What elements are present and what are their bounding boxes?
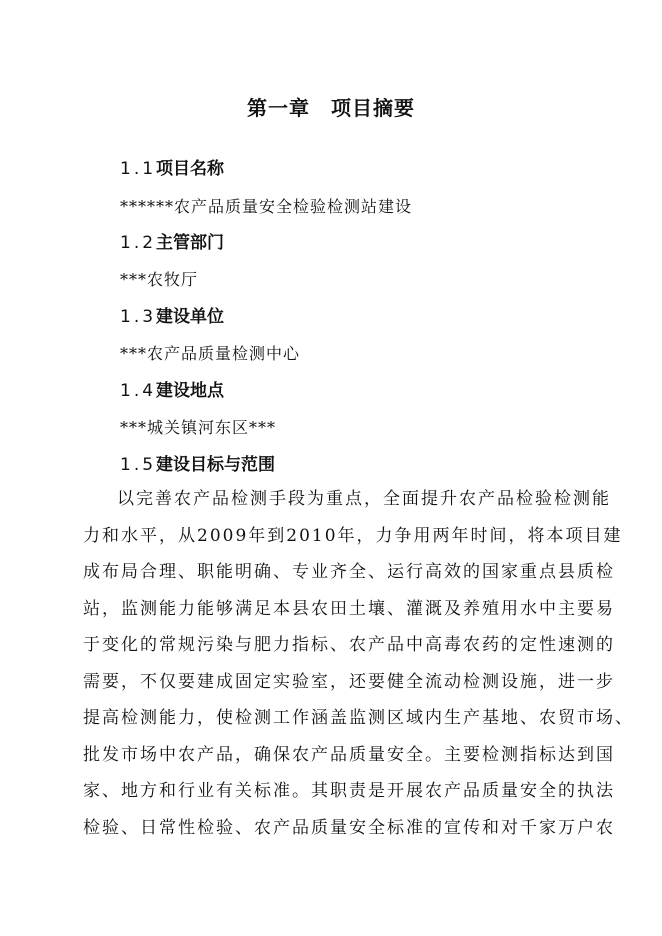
section-title: 建设目标与范围 — [156, 455, 276, 475]
section-title: 主管部门 — [156, 233, 225, 253]
paragraph-line: 力和水平，从2009年到2010年，力争用两年时间，将本项目建 — [83, 525, 623, 546]
paragraph-line: 于变化的常规污染与肥力指标、农产品中高毒农药的定性速测的 — [83, 635, 615, 655]
section-title: 项目名称 — [156, 159, 225, 179]
section-number: 1.1 — [120, 159, 157, 179]
body-paragraph — [83, 481, 634, 846]
section-heading-1-4 — [120, 379, 224, 403]
paragraph-line: 检验、日常性检验、农产品质量安全标准的宣传和对千家万户农 — [83, 817, 615, 838]
section-content-1-2: ***农牧厅 — [120, 270, 199, 289]
paragraph-line: 提高检测能力，使检测工作涵盖监测区域内生产基地、农贸市场、 — [83, 708, 634, 728]
section-title: 建设单位 — [156, 307, 225, 327]
chapter-title: 第一章 项目摘要 — [247, 96, 415, 120]
section-title: 建设地点 — [156, 381, 225, 401]
section-number: 1.2 — [120, 233, 157, 253]
section-content-1-3: ***农产品质量检测中心 — [120, 344, 301, 363]
section-heading-1-1 — [120, 157, 224, 181]
section-content-1-1: ******农产品质量安全检验检测站建设 — [120, 197, 413, 216]
paragraph-line: 成布局合理、职能明确、专业齐全、运行高效的国家重点县质检 — [83, 562, 615, 582]
section-heading-1-2 — [120, 231, 224, 255]
paragraph-line: 以完善农产品检测手段为重点，全面提升农产品检验检测能 — [117, 489, 611, 509]
section-number: 1.4 — [120, 381, 157, 401]
section-number: 1.5 — [120, 455, 157, 475]
section-heading-1-5 — [120, 453, 275, 477]
paragraph-line: 需要，不仅要建成固定实验室，还要健全流动检测设施，进一步 — [83, 671, 615, 692]
section-content-1-4: ***城关镇河东区*** — [120, 418, 277, 437]
paragraph-line: 站，监测能力能够满足本县农田土壤、灌溉及养殖用水中主要易 — [83, 598, 615, 619]
section-number: 1.3 — [120, 307, 157, 327]
paragraph-line: 批发市场中农产品，确保农产品质量安全。主要检测指标达到国 — [83, 744, 615, 765]
paragraph-line: 家、地方和行业有关标准。其职责是开展农产品质量安全的执法 — [83, 781, 615, 801]
section-heading-1-3 — [120, 305, 224, 329]
